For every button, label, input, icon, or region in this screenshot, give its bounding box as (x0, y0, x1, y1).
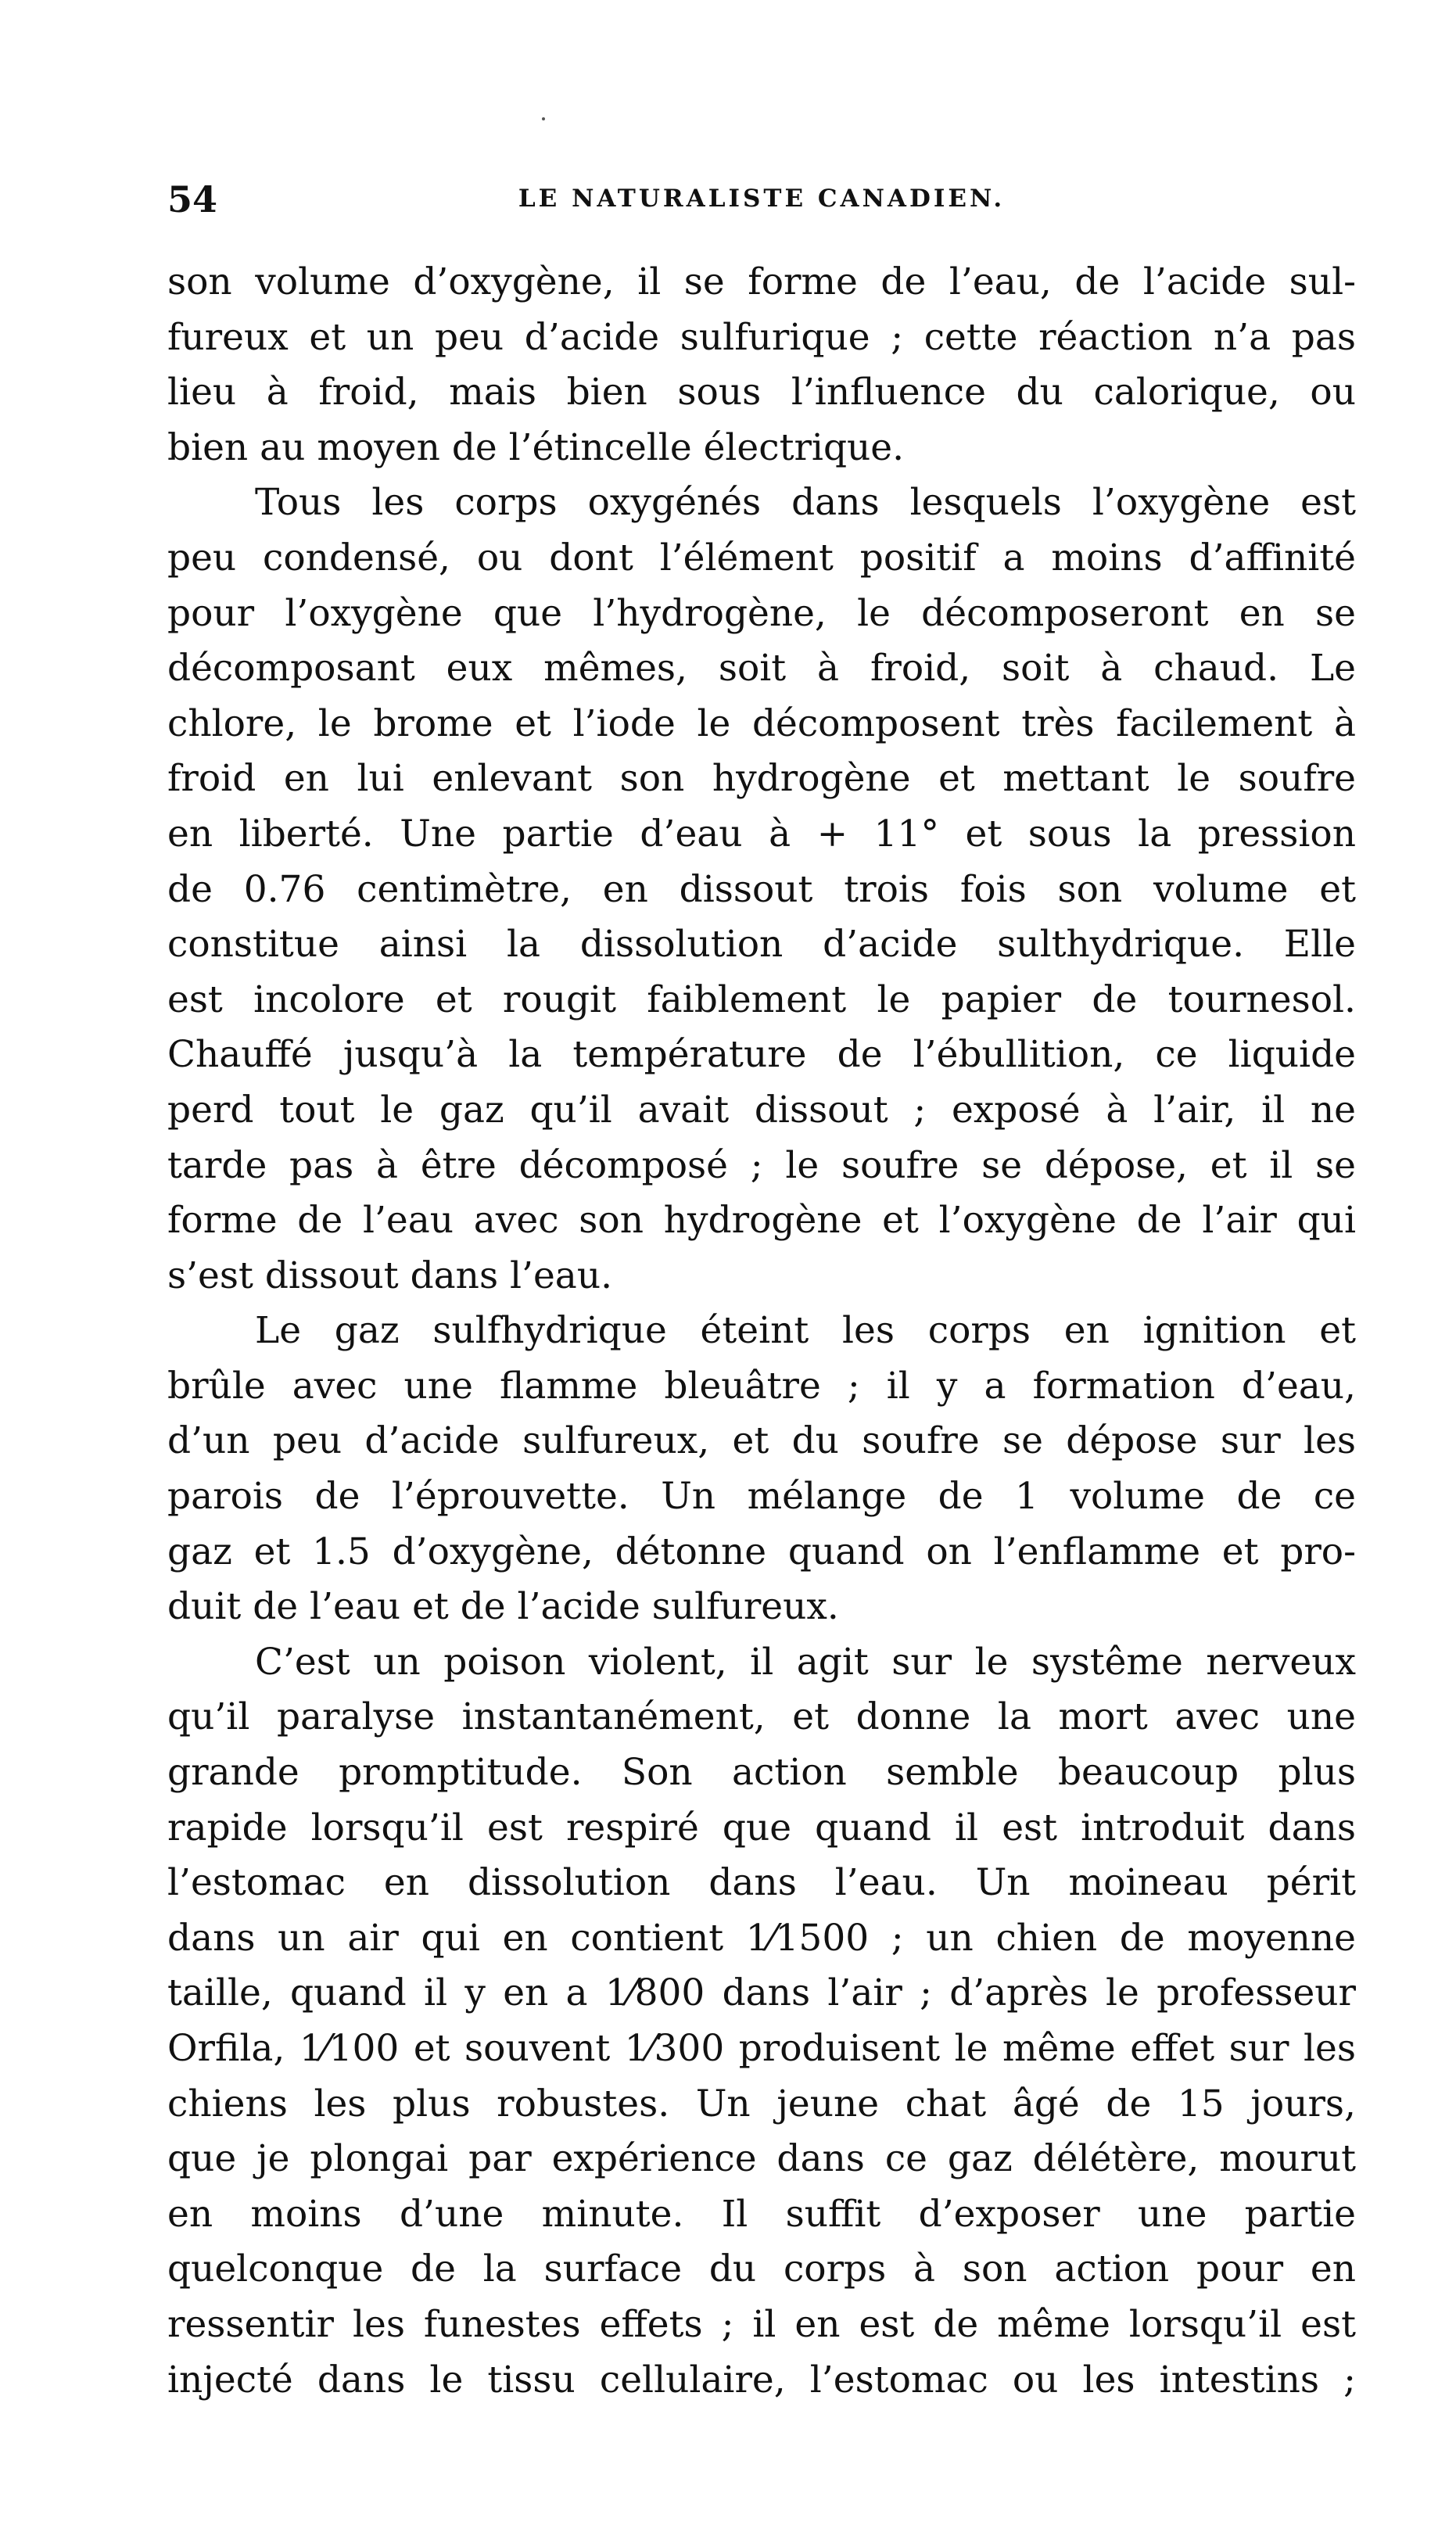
text-line: est incolore et rougit faiblement le papier de tournesol. (167, 977, 1356, 1021)
text-line: Chauffé jusqu’à la température de l’ébullition, ce liquide (167, 1033, 1356, 1077)
text-line: brûle avec une flamme bleuâtre ; il y a formation d’eau, (167, 1364, 1356, 1408)
text-line: dans un air qui en contient 1⁄1500 ; un chien de moyenne (167, 1916, 1356, 1960)
text-line: fureux et un peu d’acide sulfurique ; cette réaction n’a pas (167, 315, 1356, 359)
text-line: tarde pas à être décomposé ; le soufre se dépose, et il se (167, 1143, 1356, 1187)
text-line: grande promptitude. Son action semble beaucoup plus (167, 1751, 1356, 1795)
running-title: LE NATURALISTE CANADIEN. (518, 185, 1006, 213)
text-line: perd tout le gaz qu’il avait dissout ; exposé à l’air, il ne (167, 1088, 1356, 1132)
text-line: Le gaz sulfhydrique éteint les corps en ignition et (255, 1309, 1356, 1353)
text-line: gaz et 1.5 d’oxygène, détonne quand on l’enflamme et pro- (167, 1530, 1356, 1573)
body-text (167, 255, 1356, 2408)
text-line: décomposant eux mêmes, soit à froid, soit à chaud. Le (167, 647, 1356, 690)
text-line: ressentir les funestes effets ; il en est de même lorsqu’il est (167, 2302, 1356, 2346)
text-line: chiens les plus robustes. Un jeune chat âgé de 15 jours, (167, 2082, 1356, 2125)
stray-dot-mark (542, 117, 545, 120)
text-line: qu’il paralyse instantanément, et donne la mort avec une (167, 1695, 1356, 1739)
page-header (167, 178, 1356, 225)
text-line: forme de l’eau avec son hydrogène et l’oxygène de l’air qui (167, 1199, 1356, 1243)
text-line: Tous les corps oxygénés dans lesquels l’oxygène est (255, 481, 1356, 525)
page-number: 54 (167, 178, 218, 221)
text-line: parois de l’éprouvette. Un mélange de 1 volume de ce (167, 1475, 1356, 1519)
text-line: constitue ainsi la dissolution d’acide sulthydrique. Elle (167, 923, 1356, 967)
text-line: injecté dans le tissu cellulaire, l’estomac ou les intestins ; (167, 2358, 1356, 2401)
text-line: chlore, le brome et l’iode le décomposent très facilement à (167, 701, 1356, 745)
text-line: son volume d’oxygène, il se forme de l’eau, de l’acide sul- (167, 260, 1356, 303)
text-line: de 0.76 centimètre, en dissout trois fois son volume et (167, 867, 1356, 911)
text-line: pour l’oxygène que l’hydrogène, le décomposeront en se (167, 591, 1356, 635)
text-line: en liberté. Une partie d’eau à + 11° et sous la pression (167, 812, 1356, 855)
text-line: C’est un poison violent, il agit sur le systême nerveux (255, 1640, 1356, 1684)
text-line: froid en lui enlevant son hydrogène et mettant le soufre (167, 757, 1356, 801)
text-line: Orfila, 1⁄100 et souvent 1⁄300 produisent le même effet sur les (167, 2027, 1356, 2070)
text-line: en moins d’une minute. Il suffit d’exposer une partie (167, 2192, 1356, 2236)
text-line: d’un peu d’acide sulfureux, et du soufre se dépose sur les (167, 1419, 1356, 1463)
text-line: que je plongai par expérience dans ce gaz délétère, mourut (167, 2137, 1356, 2181)
text-line: lieu à froid, mais bien sous l’influence du calorique, ou (167, 371, 1356, 414)
text-line: l’estomac en dissolution dans l’eau. Un moineau périt (167, 1861, 1356, 1905)
text-line: duit de l’eau et de l’acide sulfureux. (167, 1585, 839, 1629)
text-line: peu condensé, ou dont l’élément positif a moins d’affinité (167, 536, 1356, 579)
text-line: taille, quand il y en a 1⁄800 dans l’air ; d’après le professeur (167, 1971, 1356, 2015)
text-line: bien au moyen de l’étincelle électrique. (167, 425, 905, 469)
text-line: rapide lorsqu’il est respiré que quand il est introduit dans (167, 1806, 1356, 1849)
text-line: s’est dissout dans l’eau. (167, 1254, 613, 1297)
text-line: quelconque de la surface du corps à son action pour en (167, 2247, 1356, 2291)
